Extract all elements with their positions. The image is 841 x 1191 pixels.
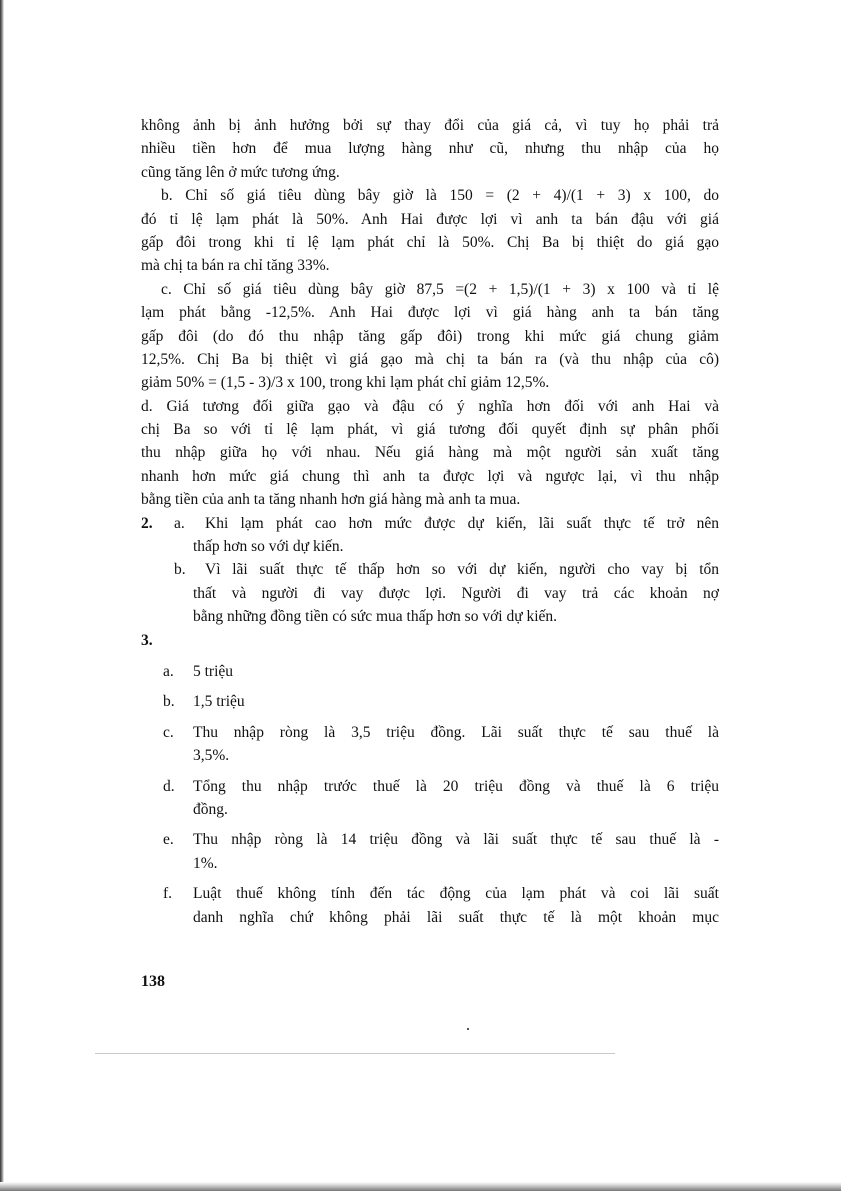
text-line: Khi lạm phát cao hơn mức được dự kiến, lãi suất thực tế trở nên (205, 514, 719, 532)
text-line: bằng tiền của anh ta tăng nhanh hơn giá hàng mà anh ta mua. (141, 491, 521, 509)
text-line: cũng tăng lên ở mức tương ứng. (141, 163, 340, 181)
text-line: gấp đôi (do đó thu nhập tăng gấp đôi) trong khi mức giá chung giảm (141, 327, 719, 345)
section-3-item-c (141, 721, 719, 744)
section-2-item-b (141, 558, 719, 581)
item-label: f. (163, 885, 173, 903)
text-line: 5 triệu (193, 663, 234, 680)
scan-rule (95, 1053, 615, 1054)
text-line: Luật thuế không tính đến tác động của lạm phát và coi lãi suất (193, 885, 719, 903)
text-line: 3,5%. (193, 747, 230, 765)
text-line: thất và người đi vay được lợi. Người đi vay trả các khoản nợ (193, 584, 719, 602)
text-line: Thu nhập ròng là 3,5 triệu đồng. Lãi suất thực tế sau thuế là (193, 723, 719, 741)
section-3 (141, 629, 719, 929)
scan-bottom-edge (0, 1182, 841, 1191)
section-3-item-b (141, 690, 719, 713)
section-number: 2. (141, 514, 153, 532)
section-number: 3. (141, 631, 153, 649)
section-2-item-a (141, 512, 719, 535)
text-line: Vì lãi suất thực tế thấp hơn so với dự kiến, người cho vay bị tổn (205, 561, 719, 579)
page-number: 138 (141, 973, 165, 990)
item-label: b. (163, 693, 175, 711)
item-label: a. (163, 663, 174, 680)
item-label: b. (174, 561, 186, 579)
item-label: d. (163, 777, 175, 795)
text-line: 12,5%. Chị Ba bị thiệt vì giá gạo mà chị ta bán ra (và thu nhập của cô) (141, 350, 719, 368)
item-label: e. (163, 831, 174, 849)
text-line: mà chị ta bán ra chỉ tăng 33%. (141, 257, 330, 275)
text-line: lạm phát bằng -12,5%. Anh Hai được lợi vì giá hàng anh ta bán tăng (141, 304, 719, 322)
section-3-item-a (141, 660, 719, 683)
text-line: đó tỉ lệ lạm phát là 50%. Anh Hai được lợi vì anh ta bán đậu với giá (141, 210, 719, 228)
scan-left-edge (0, 0, 4, 1191)
text-line: nhanh hơn mức giá chung thì anh ta được lợi và ngược lại, vì thu nhập (141, 467, 719, 485)
item-label: c. (163, 723, 174, 741)
text-line: 1%. (193, 854, 218, 872)
scan-speck (467, 1028, 469, 1030)
text-line: c. Chỉ số giá tiêu dùng bây giờ 87,5 =(2 + 1,5)/(1 + 3) x 100 và tỉ lệ (161, 280, 719, 298)
text-line: bằng những đồng tiền có sức mua thấp hơn so với dự kiến. (193, 608, 558, 626)
text-line: Tổng thu nhập trước thuế là 20 triệu đồng và thuế là 6 triệu (193, 777, 719, 795)
text-line: giảm 50% = (1,5 - 3)/3 x 100, trong khi lạm phát chỉ giảm 12,5%. (141, 374, 550, 392)
item-label: a. (174, 514, 185, 532)
text-line: Thu nhập ròng là 14 triệu đồng và lãi suất thực tế sau thuế là - (193, 831, 719, 849)
text-line: chị Ba so với tỉ lệ lạm phát, vì giá tương đối quyết định sự phân phối (141, 421, 719, 439)
text-line: 1,5 triệu (193, 693, 245, 711)
text-line: nhiều tiền hơn để mua lượng hàng như cũ, nhưng thu nhập của họ (141, 140, 719, 158)
text-line: đồng. (193, 801, 228, 819)
section-2 (141, 512, 719, 629)
body-text (141, 114, 719, 929)
text-line: gấp đôi trong khi tỉ lệ lạm phát chỉ là 50%. Chị Ba bị thiệt do giá gạo (141, 233, 719, 251)
section-3-item-e (141, 828, 719, 851)
section-3-item-f (141, 882, 719, 905)
text-line: thấp hơn so với dự kiến. (193, 538, 344, 556)
text-line: không ảnh bị ảnh hưởng bởi sự thay đổi của giá cả, vì tuy họ phải trả (141, 117, 719, 134)
text-line: thu nhập giữa họ với nhau. Nếu giá hàng mà một người sản xuất tăng (141, 444, 719, 462)
section-3-item-d (141, 775, 719, 798)
text-line: danh nghĩa chứ không phải lãi suất thực tế là một khoản mục (193, 908, 719, 926)
text-line: d. Giá tương đối giữa gạo và đậu có ý nghĩa hơn đối với anh Hai và (141, 397, 719, 415)
text-line: b. Chỉ số giá tiêu dùng bây giờ là 150 = (2 + 4)/(1 + 3) x 100, do (161, 187, 719, 205)
